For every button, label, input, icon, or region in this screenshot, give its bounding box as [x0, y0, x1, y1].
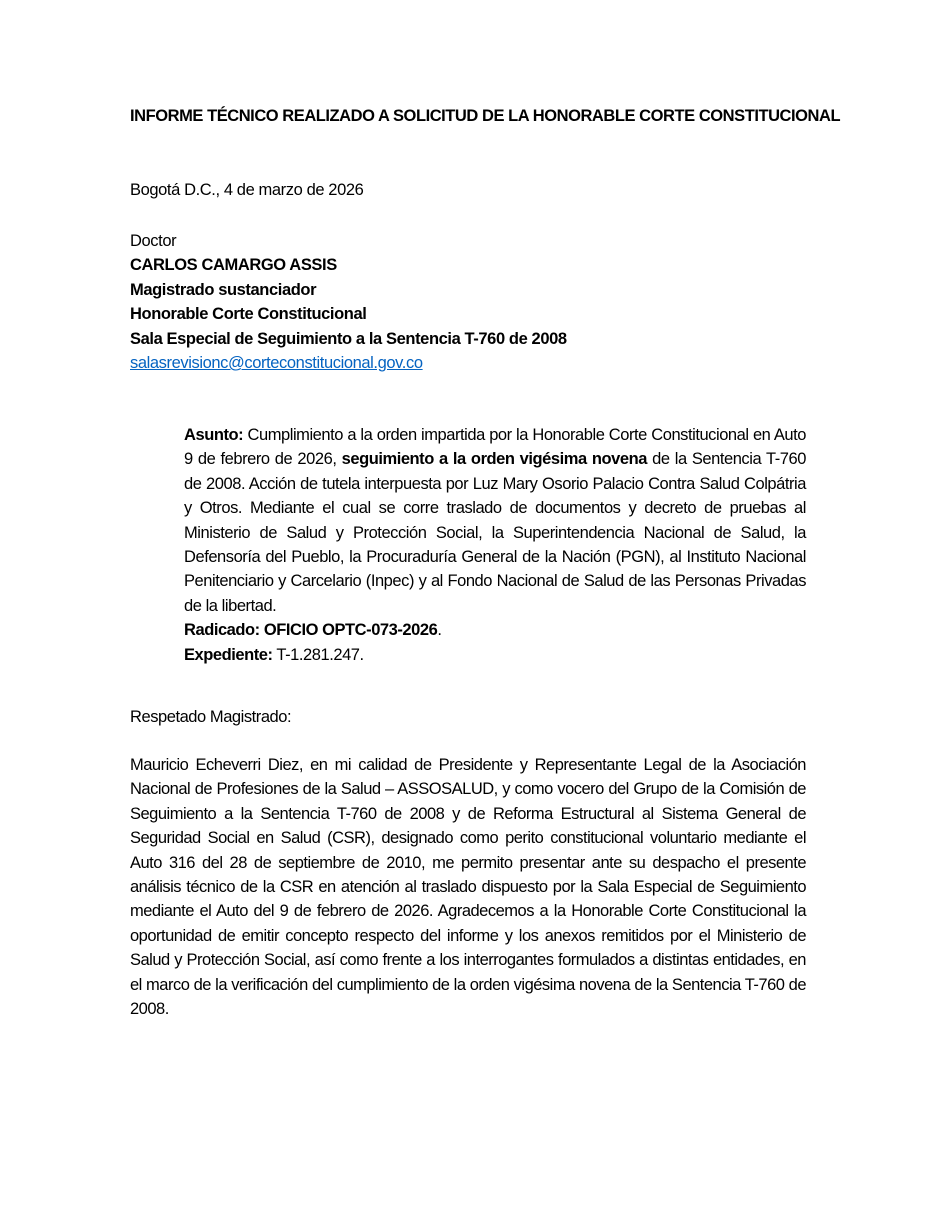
recipient-salutation: Doctor — [130, 232, 177, 250]
recipient-name: CARLOS CAMARGO ASSIS — [130, 256, 337, 275]
expediente-label: Expediente: — [184, 645, 273, 664]
radicado-end: . — [437, 621, 442, 640]
subject-text-1: Cumplimiento a la orden impartida por la Honorable Corte Constitucional en Auto 9 de febrero de 2026, — [184, 426, 806, 469]
subject-text-bold: seguimiento a la orden vigésima novena — [341, 450, 647, 469]
subject-block — [184, 423, 806, 667]
recipient-block — [130, 229, 567, 375]
subject-label: Asunto: — [184, 426, 244, 444]
greeting: Respetado Magistrado: — [130, 708, 292, 726]
document-title: INFORME TÉCNICO REALIZADO A SOLICITUD DE LA HONORABLE CORTE CONSTITUCIONAL — [130, 107, 841, 125]
subject-text-2: de la Sentencia T-760 de 2008. Acción de tutela interpuesta por Luz Mary Osorio Palacio Contra Salud Colpátria y Otros. Mediante el cual se corre traslado de documentos y decreto de pruebas al Ministerio de Salud y Protección Social, la Superintendencia Nacional de Salud, la Defensoría del Pueblo, la Procuraduría General de la Nación (PGN), al Instituto Nacional Penitenciario y Carcelario (Inpec) y al Fondo Nacional de Salud de las Personas Privadas de la libertad. — [184, 450, 806, 615]
recipient-chamber: Sala Especial de Seguimiento a la Sentencia T-760 de 2008 — [130, 329, 567, 348]
body-paragraph: Mauricio Echeverri Diez, en mi calidad de Presidente y Representante Legal de la Asociación Nacional de Profesiones de la Salud – ASSOSALUD, y como vocero del Grupo de la Comisión de Seguimiento a la Sentencia T-760 de 2008 y de Reforma Estructural al Sistema General de Seguridad Social en Salud (CSR), designado como perito constitucional voluntario mediante el Auto 316 del 28 de septiembre de 2010, me permito presentar ante su despacho el presente análisis técnico de la CSR en atención al traslado dispuesto por la Sala Especial de Seguimiento mediante el Auto del 9 de febrero de 2026. Agradecemos a la Honorable Corte Constitucional la oportunidad de emitir concepto respecto del informe y los anexos remitidos por el Ministerio de Salud y Protección Social, así como frente a los interrogantes formulados a distintas entidades, en el marco de la verificación del cumplimiento de la orden vigésima novena de la Sentencia T-760 de 2008. — [130, 756, 806, 1019]
radicado-line — [184, 618, 806, 642]
recipient-institution: Honorable Corte Constitucional — [130, 305, 367, 324]
radicado-label: Radicado: OFICIO OPTC-073-2026 — [184, 621, 438, 640]
expediente-line — [184, 643, 806, 667]
expediente-value: T-1.281.247. — [272, 645, 364, 664]
recipient-role: Magistrado sustanciador — [130, 280, 317, 299]
recipient-email-link[interactable]: salasrevisionc@corteconstitucional.gov.co — [130, 354, 423, 373]
date-line: Bogotá D.C., 4 de marzo de 2026 — [130, 181, 364, 199]
